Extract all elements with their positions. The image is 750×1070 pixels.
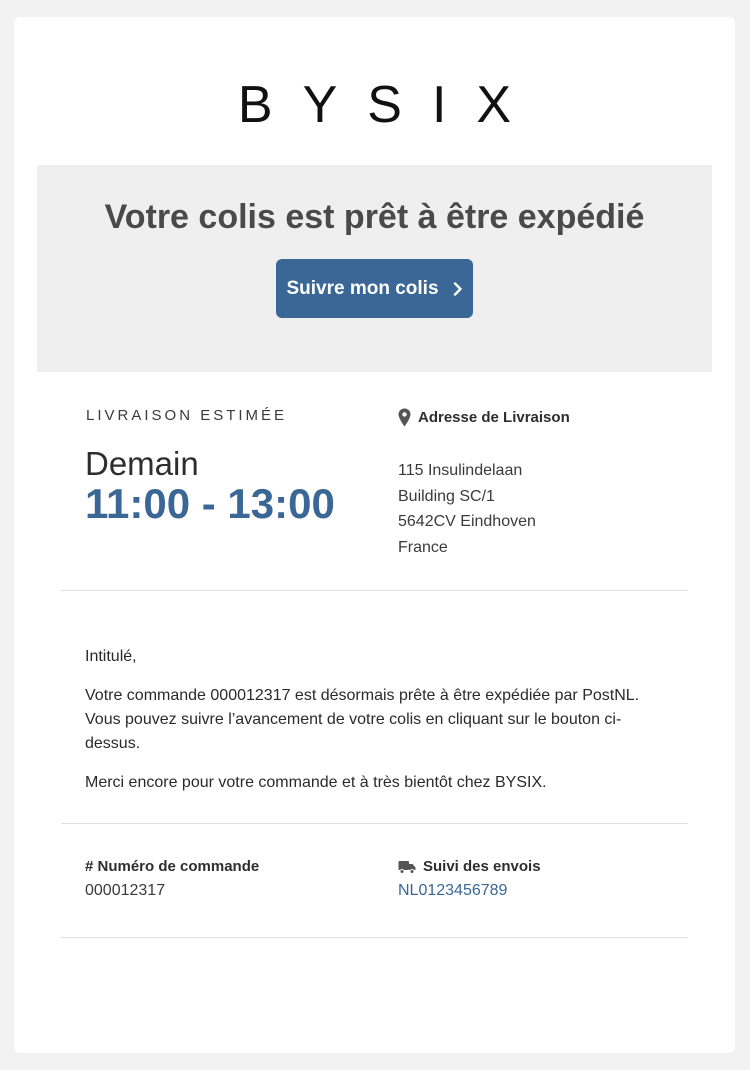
divider: [61, 590, 688, 591]
track-parcel-button[interactable]: [276, 259, 473, 318]
divider: [61, 937, 688, 938]
hero-title: Votre colis est prêt à être expédié: [104, 198, 645, 236]
chevron-right-icon: [453, 282, 463, 296]
divider: [61, 823, 688, 824]
estimated-delivery-time: 11:00 - 13:00: [85, 480, 335, 527]
map-pin-icon: [398, 408, 411, 427]
address-line: 5642CV Eindhoven: [398, 513, 536, 530]
order-number: 000012317: [85, 882, 166, 899]
message-paragraph: Merci encore pour votre commande et à très bientôt chez BYSIX.: [85, 774, 547, 791]
delivery-address: [398, 458, 536, 560]
delivery-address-heading-text: Adresse de Livraison: [418, 409, 570, 426]
tracking-number-link[interactable]: NL0123456789: [398, 882, 508, 899]
address-line: 115 Insulindelaan: [398, 462, 523, 479]
address-line: France: [398, 538, 448, 556]
hero-banner: [37, 165, 712, 372]
address-line: Building SC/1: [398, 487, 495, 505]
greeting: Intitulé,: [85, 648, 137, 665]
track-parcel-button-label: Suivre mon colis: [286, 277, 439, 299]
shipment-tracking-heading: [398, 858, 541, 875]
estimated-delivery-day: Demain: [85, 445, 199, 482]
brand-logo[interactable]: BYSIX: [237, 76, 542, 134]
email-card: [14, 17, 735, 1053]
delivery-address-heading: [398, 408, 570, 427]
truck-icon: [398, 860, 416, 874]
estimated-delivery-label: LIVRAISON ESTIMÉE: [86, 407, 288, 424]
shipment-tracking-heading-text: Suivi des envois: [423, 858, 541, 875]
message-paragraph: Votre commande 000012317 est désormais prête à être expédiée par PostNL. Vous pouvez suivre l’avancement de votre colis en cliquant sur le bouton ci-dessus.: [85, 687, 640, 752]
message-body: [85, 645, 675, 810]
order-number-heading: # Numéro de commande: [85, 858, 260, 875]
